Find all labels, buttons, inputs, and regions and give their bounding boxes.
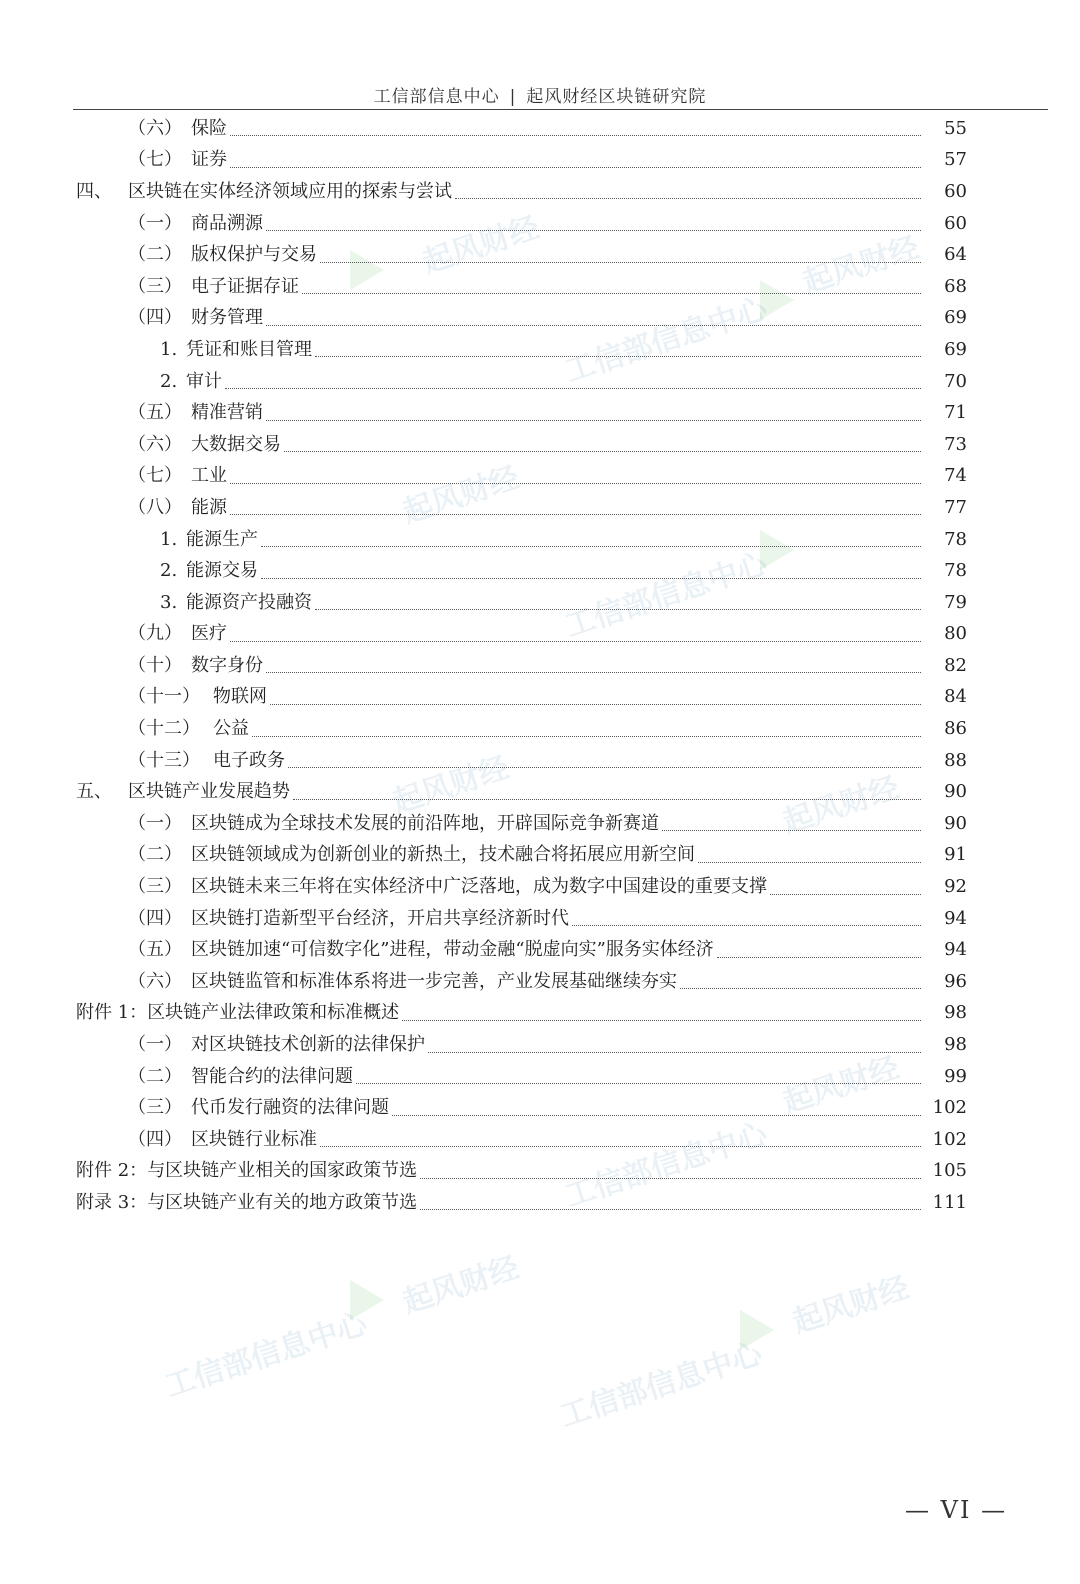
toc-entry[interactable] bbox=[0, 619, 1080, 651]
toc-entry[interactable] bbox=[0, 429, 1080, 461]
toc-leader-dots bbox=[320, 1132, 921, 1147]
toc-entry[interactable] bbox=[0, 808, 1080, 840]
toc-entry[interactable] bbox=[0, 366, 1080, 398]
watermark-logo-text: 工信部信息中心 bbox=[560, 546, 772, 645]
toc-entry-title: 智能合约的法律问题 bbox=[191, 1065, 353, 1087]
toc-entry-title: 能源资产投融资 bbox=[186, 591, 312, 613]
toc-entry-title: 能源 bbox=[191, 496, 227, 518]
running-header bbox=[0, 82, 1080, 107]
toc-entry-number: （一） bbox=[128, 1034, 182, 1056]
toc-entry-number: 2. bbox=[160, 370, 178, 392]
toc-entry[interactable] bbox=[0, 745, 1080, 777]
toc-entry[interactable] bbox=[0, 903, 1080, 935]
toc-leader-dots bbox=[428, 1038, 921, 1053]
toc-leader-dots bbox=[302, 279, 921, 294]
toc-entry-number: （五） bbox=[128, 402, 182, 424]
toc-entry[interactable] bbox=[0, 871, 1080, 903]
toc-entry-page: 78 bbox=[944, 528, 967, 550]
toc-entry-title: 版权保护与交易 bbox=[191, 244, 317, 266]
toc-leader-dots bbox=[315, 342, 921, 357]
header-rule bbox=[73, 109, 1048, 110]
toc-entry-number: （四） bbox=[128, 307, 182, 329]
toc-entry-number: （十） bbox=[128, 654, 182, 676]
toc-entry[interactable] bbox=[0, 998, 1080, 1030]
toc-entry-title: 区块链加速“可信数字化”进程，带动金融“脱虚向实”服务实体经济 bbox=[191, 939, 714, 961]
toc-entry-number: 2. bbox=[160, 560, 178, 582]
toc-entry-title: 证券 bbox=[191, 149, 227, 171]
page-number: — VI — bbox=[905, 1496, 1008, 1524]
toc-leader-dots bbox=[252, 722, 921, 737]
toc-entry-title: 电子政务 bbox=[213, 749, 285, 771]
toc-entry-page: 96 bbox=[944, 970, 967, 992]
toc-entry-title: 区块链领域成为创新创业的新热土，技术融合将拓展应用新空间 bbox=[191, 844, 695, 866]
watermark-logo-text: 起风财经 bbox=[778, 770, 904, 841]
toc-entry-page: 74 bbox=[944, 465, 967, 487]
toc-entry-title: 物联网 bbox=[213, 686, 267, 708]
watermark-logo-text: 工信部信息中心 bbox=[160, 1306, 372, 1405]
toc-entry-page: 73 bbox=[944, 433, 967, 455]
toc-entry-number: （四） bbox=[128, 907, 182, 929]
toc-leader-dots bbox=[662, 816, 921, 831]
toc-entry-page: 69 bbox=[944, 338, 967, 360]
toc-entry-number: （三） bbox=[128, 275, 182, 297]
header-left: 工信部信息中心 bbox=[373, 87, 500, 107]
toc-entry-title: 能源生产 bbox=[186, 528, 258, 550]
toc-entry-number: 五、 bbox=[76, 781, 112, 803]
watermark-play-icon bbox=[350, 1280, 384, 1320]
toc-entry-page: 57 bbox=[944, 149, 967, 171]
watermark-logo-text: 工信部信息中心 bbox=[560, 291, 772, 390]
toc-entry-title: 对区块链技术创新的法律保护 bbox=[191, 1034, 425, 1056]
toc-entry[interactable] bbox=[0, 840, 1080, 872]
toc-entry-page: 77 bbox=[944, 496, 967, 518]
toc-entry-number: （四） bbox=[128, 1128, 182, 1150]
toc-entry-page: 102 bbox=[932, 1128, 967, 1150]
toc-leader-dots bbox=[266, 658, 921, 673]
toc-entry-number: （八） bbox=[128, 496, 182, 518]
toc-entry-title: 凭证和账目管理 bbox=[186, 338, 312, 360]
toc-entry-number: （七） bbox=[128, 465, 182, 487]
toc-entry-title: 区块链产业发展趋势 bbox=[128, 781, 290, 803]
toc-entry-page: 102 bbox=[932, 1097, 967, 1119]
toc-entry[interactable] bbox=[0, 176, 1080, 208]
watermark-logo-text: 起风财经 bbox=[398, 460, 524, 531]
toc-entry-title: 与区块链产业相关的国家政策节选 bbox=[147, 1160, 418, 1182]
toc-entry-number: 3. bbox=[160, 591, 178, 613]
toc-entry[interactable] bbox=[0, 1156, 1080, 1188]
toc-leader-dots bbox=[698, 848, 921, 863]
toc-entry-title: 代币发行融资的法律问题 bbox=[191, 1097, 389, 1119]
toc-entry[interactable] bbox=[0, 1029, 1080, 1061]
toc-entry[interactable] bbox=[0, 713, 1080, 745]
toc-entry-page: 92 bbox=[944, 876, 967, 898]
toc-entry-page: 60 bbox=[944, 212, 967, 234]
watermark-play-icon bbox=[740, 1310, 774, 1350]
toc-entry[interactable] bbox=[0, 397, 1080, 429]
toc-entry-title: 区块链行业标准 bbox=[191, 1128, 317, 1150]
toc-entry-page: 82 bbox=[944, 654, 967, 676]
toc-entry-page: 60 bbox=[944, 180, 967, 202]
toc-entry-number: （九） bbox=[128, 623, 182, 645]
toc-leader-dots bbox=[266, 216, 921, 231]
toc-entry[interactable] bbox=[0, 303, 1080, 335]
toc-leader-dots bbox=[266, 311, 921, 326]
toc-entry[interactable] bbox=[0, 524, 1080, 556]
toc-entry-page: 94 bbox=[944, 907, 967, 929]
watermark-logo-text: 工信部信息中心 bbox=[555, 1336, 767, 1435]
toc-entry[interactable] bbox=[0, 966, 1080, 998]
toc-entry-page: 90 bbox=[944, 812, 967, 834]
toc-entry-number: （二） bbox=[128, 844, 182, 866]
toc-entry-page: 98 bbox=[944, 1034, 967, 1056]
toc-entry-page: 69 bbox=[944, 307, 967, 329]
toc-leader-dots bbox=[717, 943, 921, 958]
toc-leader-dots bbox=[315, 595, 921, 610]
toc-entry-number: （一） bbox=[128, 812, 182, 834]
toc-entry[interactable] bbox=[0, 334, 1080, 366]
toc-entry-page: 68 bbox=[944, 275, 967, 297]
watermark-logo-text: 起风财经 bbox=[788, 1270, 914, 1341]
toc-leader-dots bbox=[230, 121, 921, 136]
watermark-logo-text: 起风财经 bbox=[398, 1250, 524, 1321]
toc-entry[interactable] bbox=[0, 555, 1080, 587]
toc-entry-title: 保险 bbox=[191, 117, 227, 139]
toc-entry[interactable] bbox=[0, 682, 1080, 714]
toc-entry[interactable] bbox=[0, 461, 1080, 493]
toc-entry-page: 90 bbox=[944, 781, 967, 803]
toc-entry-title: 公益 bbox=[213, 718, 249, 740]
toc-entry[interactable] bbox=[0, 1092, 1080, 1124]
toc-entry-number: （十三） bbox=[128, 749, 200, 771]
toc-entry-page: 88 bbox=[944, 749, 967, 771]
toc-leader-dots bbox=[261, 532, 921, 547]
watermark-logo-text: 起风财经 bbox=[388, 750, 514, 821]
toc-leader-dots bbox=[284, 437, 921, 452]
toc-entry-title: 区块链未来三年将在实体经济中广泛落地，成为数字中国建设的重要支撑 bbox=[191, 876, 767, 898]
toc-entry-title: 区块链监管和标准体系将进一步完善，产业发展基础继续夯实 bbox=[191, 970, 677, 992]
toc-entry-title: 医疗 bbox=[191, 623, 227, 645]
toc-leader-dots bbox=[293, 785, 921, 800]
toc-entry-number: 附件 2： bbox=[76, 1160, 148, 1182]
toc-leader-dots bbox=[288, 753, 921, 768]
toc-leader-dots bbox=[420, 1164, 921, 1179]
toc-entry[interactable] bbox=[0, 113, 1080, 145]
toc-entry-title: 区块链打造新型平台经济，开启共享经济新时代 bbox=[191, 907, 569, 929]
toc-entry[interactable] bbox=[0, 208, 1080, 240]
toc-entry[interactable] bbox=[0, 776, 1080, 808]
toc-entry-title: 区块链在实体经济领域应用的探索与尝试 bbox=[128, 180, 452, 202]
toc-entry-number: 四、 bbox=[76, 180, 112, 202]
toc-leader-dots bbox=[572, 911, 921, 926]
toc-leader-dots bbox=[402, 1006, 921, 1021]
toc-entry-title: 大数据交易 bbox=[191, 433, 281, 455]
toc-entry-title: 与区块链产业有关的地方政策节选 bbox=[147, 1191, 418, 1213]
toc-leader-dots bbox=[230, 153, 921, 168]
toc-leader-dots bbox=[770, 880, 921, 895]
toc-entry-page: 94 bbox=[944, 939, 967, 961]
toc-entry-page: 105 bbox=[932, 1160, 967, 1182]
toc-leader-dots bbox=[230, 500, 921, 515]
toc-entry-number: （三） bbox=[128, 876, 182, 898]
watermark-logo-text: 起风财经 bbox=[418, 210, 544, 281]
toc-entry[interactable] bbox=[0, 492, 1080, 524]
table-of-contents bbox=[0, 113, 1080, 1219]
toc-entry-title: 数字身份 bbox=[191, 654, 263, 676]
header-right: 起风财经区块链研究院 bbox=[526, 87, 707, 107]
toc-entry-page: 80 bbox=[944, 623, 967, 645]
header-separator: | bbox=[509, 87, 517, 107]
toc-leader-dots bbox=[261, 564, 921, 579]
toc-entry-number: （七） bbox=[128, 149, 182, 171]
toc-entry[interactable] bbox=[0, 587, 1080, 619]
toc-leader-dots bbox=[225, 374, 921, 389]
toc-entry-title: 区块链成为全球技术发展的前沿阵地，开辟国际竞争新赛道 bbox=[191, 812, 659, 834]
toc-entry-page: 99 bbox=[944, 1065, 967, 1087]
watermark-logo-text: 起风财经 bbox=[778, 1050, 904, 1121]
toc-entry[interactable] bbox=[0, 934, 1080, 966]
toc-entry[interactable] bbox=[0, 650, 1080, 682]
watermark-logo-text: 起风财经 bbox=[798, 230, 924, 301]
toc-leader-dots bbox=[680, 974, 921, 989]
toc-entry-page: 111 bbox=[932, 1191, 967, 1213]
toc-entry[interactable] bbox=[0, 145, 1080, 177]
toc-entry-page: 64 bbox=[944, 244, 967, 266]
toc-entry-page: 70 bbox=[944, 370, 967, 392]
toc-entry-number: 1. bbox=[160, 338, 178, 360]
toc-entry[interactable] bbox=[0, 1061, 1080, 1093]
toc-leader-dots bbox=[455, 184, 921, 199]
toc-leader-dots bbox=[420, 1195, 921, 1210]
toc-entry-page: 84 bbox=[944, 686, 967, 708]
toc-entry-number: （二） bbox=[128, 244, 182, 266]
toc-entry-number: 附件 1： bbox=[76, 1002, 148, 1024]
toc-entry-title: 商品溯源 bbox=[191, 212, 263, 234]
toc-entry-number: （一） bbox=[128, 212, 182, 234]
toc-entry-title: 精准营销 bbox=[191, 402, 263, 424]
toc-entry-number: （五） bbox=[128, 939, 182, 961]
toc-entry-number: （六） bbox=[128, 433, 182, 455]
toc-entry-number: （三） bbox=[128, 1097, 182, 1119]
toc-entry[interactable] bbox=[0, 239, 1080, 271]
toc-entry-page: 55 bbox=[944, 117, 967, 139]
toc-entry-number: 1. bbox=[160, 528, 178, 550]
toc-entry-title: 区块链产业法律政策和标准概述 bbox=[147, 1002, 400, 1024]
toc-entry-page: 78 bbox=[944, 560, 967, 582]
toc-entry[interactable] bbox=[0, 1187, 1080, 1219]
toc-entry-title: 财务管理 bbox=[191, 307, 263, 329]
toc-entry-title: 能源交易 bbox=[186, 560, 258, 582]
toc-entry-number: （六） bbox=[128, 117, 182, 139]
toc-leader-dots bbox=[230, 627, 921, 642]
toc-entry-title: 工业 bbox=[191, 465, 227, 487]
toc-entry-number: （十一） bbox=[128, 686, 200, 708]
watermark-logo-text: 工信部信息中心 bbox=[560, 1116, 772, 1215]
toc-entry-page: 98 bbox=[944, 1002, 967, 1024]
toc-entry-title: 电子证据存证 bbox=[191, 275, 299, 297]
toc-entry-number: （十二） bbox=[128, 718, 200, 740]
toc-leader-dots bbox=[270, 690, 921, 705]
toc-leader-dots bbox=[392, 1101, 921, 1116]
toc-entry-page: 71 bbox=[944, 402, 967, 424]
toc-leader-dots bbox=[266, 406, 921, 421]
toc-leader-dots bbox=[230, 469, 921, 484]
toc-entry-page: 79 bbox=[944, 591, 967, 613]
toc-entry[interactable] bbox=[0, 271, 1080, 303]
toc-entry-number: （六） bbox=[128, 970, 182, 992]
toc-entry-page: 86 bbox=[944, 718, 967, 740]
toc-entry-number: 附录 3： bbox=[76, 1191, 148, 1213]
toc-entry[interactable] bbox=[0, 1124, 1080, 1156]
toc-entry-title: 审计 bbox=[186, 370, 222, 392]
toc-entry-page: 91 bbox=[944, 844, 967, 866]
toc-leader-dots bbox=[356, 1069, 921, 1084]
toc-entry-number: （二） bbox=[128, 1065, 182, 1087]
toc-leader-dots bbox=[320, 248, 921, 263]
